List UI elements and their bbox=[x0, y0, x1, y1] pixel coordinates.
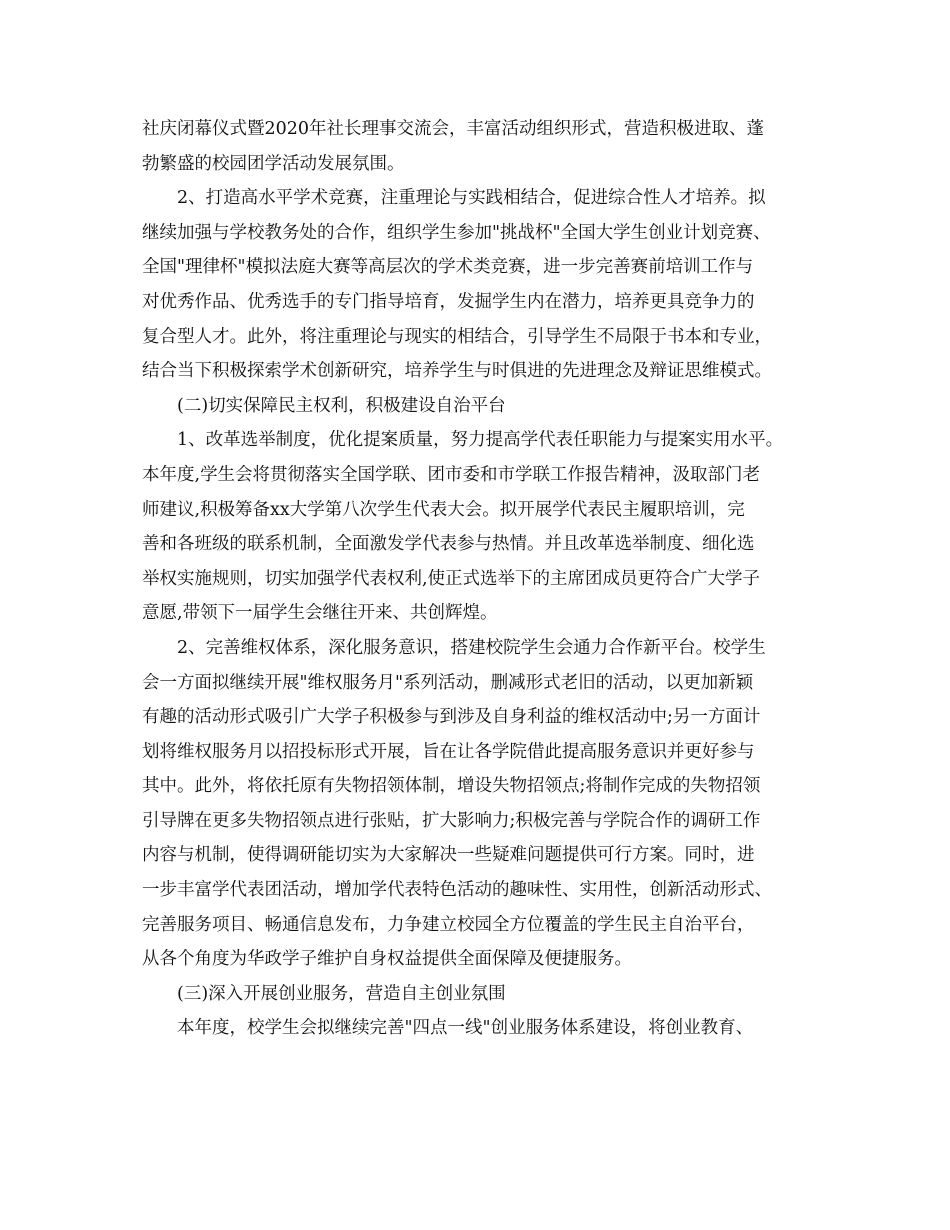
text-line: 引导牌在更多失物招领点进行张贴，扩大影响力;积极完善与学院合作的调研工作 bbox=[142, 810, 761, 831]
text-line: 内容与机制，使得调研能切实为大家解决一些疑难问题提供可行方案。同时，进 bbox=[142, 845, 755, 866]
text-line: 划将维权服务月以招投标形式开展，旨在让各学院借此提高服务意识并更好参与 bbox=[142, 741, 755, 762]
text-line: 会一方面拟继续开展"维权服务月"系列活动，删减形式老旧的活动，以更加新颖 bbox=[142, 672, 754, 693]
text-line: 本年度,学生会将贯彻落实全国学联、团市委和市学联工作报告精神，汲取部门老 bbox=[142, 464, 761, 485]
text-line: (二)切实保障民主权利，积极建设自治平台 bbox=[177, 395, 506, 416]
text-line: 复合型人才。此外，将注重理论与现实的相结合，引导学生不局限于书本和专业， bbox=[142, 326, 772, 347]
text-line: 善和各班级的联系机制，全面激发学代表参与热情。并且改革选举制度、细化选 bbox=[142, 534, 755, 555]
text-line: 结合当下积极探索学术创新研究，培养学生与时俱进的先进理念及辩证思维模式。 bbox=[142, 361, 772, 382]
text-line: 继续加强与学校教务处的合作，组织学生参加"挑战杯"全国大学生创业计划竞赛、 bbox=[142, 222, 771, 243]
text-line: 对优秀作品、优秀选手的专门指导培育，发掘学生内在潜力，培养更具竞争力的 bbox=[142, 291, 755, 312]
text-line: 举权实施规则，切实加强学代表权利,使正式选举下的主席团成员更符合广大学子 bbox=[142, 568, 761, 589]
text-line: 其中。此外，将依托原有失物招领体制，增设失物招领点;将制作完成的失物招领 bbox=[142, 776, 761, 797]
text-line: 本年度，校学生会拟继续完善"四点一线"创业服务体系建设，将创业教育、 bbox=[177, 1018, 754, 1039]
text-line: 勃繁盛的校园团学活动发展氛围。 bbox=[142, 153, 405, 174]
text-line: 完善服务项目、畅通信息发布，力争建立校园全方位覆盖的学生民主自治平台， bbox=[142, 914, 755, 935]
text-line: 意愿,带领下一届学生会继往开来、共创辉煌。 bbox=[142, 603, 498, 624]
text-line: (三)深入开展创业服务，营造自主创业氛围 bbox=[177, 983, 506, 1004]
text-line: 从各个角度为华政学子维护自身权益提供全面保障及便捷服务。 bbox=[142, 949, 632, 970]
document-body bbox=[142, 112, 812, 1046]
text-line: 2、打造高水平学术竞赛，注重理论与实践相结合，促进综合性人才培养。拟 bbox=[177, 188, 766, 209]
text-line: 1、改革选举制度，优化提案质量，努力提高学代表任职能力与提案实用水平。 bbox=[177, 430, 784, 451]
text-line: 社庆闭幕仪式暨2020年社长理事交流会，丰富活动组织形式，营造积极进取、蓬 bbox=[142, 119, 765, 139]
text-line: 有趣的活动形式吸引广大学子积极参与到涉及自身利益的维权活动中;另一方面计 bbox=[142, 707, 761, 728]
text-line: 一步丰富学代表团活动，增加学代表特色活动的趣味性、实用性，创新活动形式、 bbox=[142, 880, 772, 901]
text-line: 全国"理律杯"模拟法庭大赛等高层次的学术类竞赛，进一步完善赛前培训工作与 bbox=[142, 257, 754, 278]
text-line: 2、完善维权体系，深化服务意识，搭建校院学生会通力合作新平台。校学生 bbox=[177, 637, 766, 658]
text-line: 师建议,积极筹备xx大学第八次学生代表大会。拟开展学代表民主履职培训，完 bbox=[142, 499, 745, 520]
